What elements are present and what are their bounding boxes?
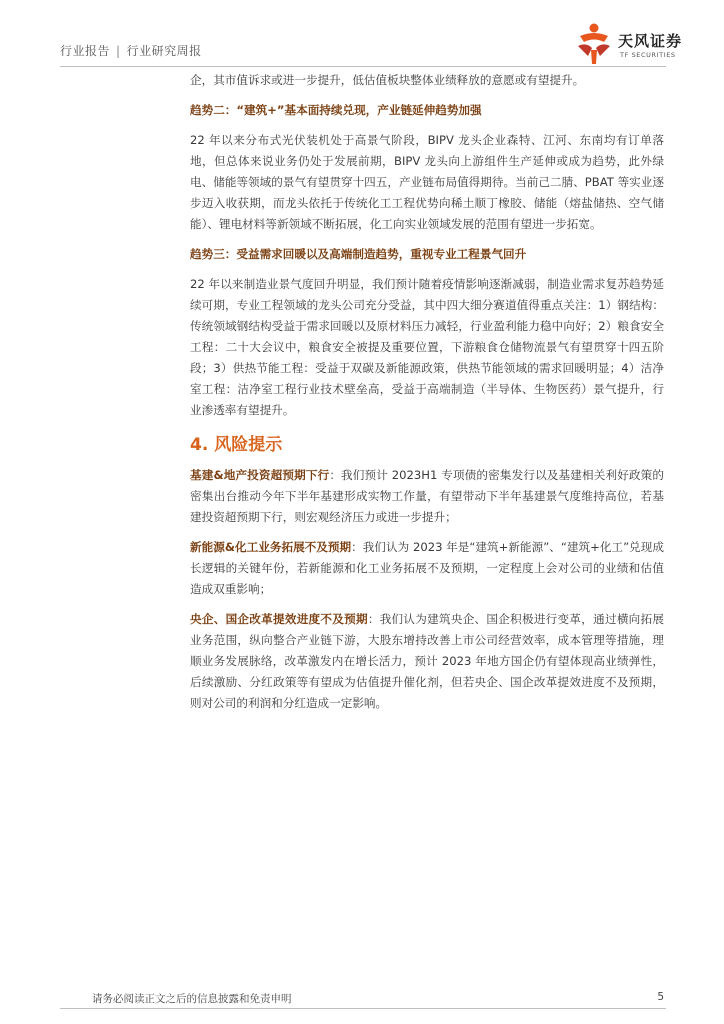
breadcrumb-report-type: 行业报告: [60, 44, 111, 58]
risk-1-text: ：我们预计 2023H1 专项债的密集发行以及基建相关利好政策的密集出台推动今年下半年基建形成实物工作量，有望带动下半年基建景气度维持高位，若基建投资超预期下行，则宏观经济压力或进一步提升；: [190, 468, 664, 524]
risk-3-text: ：我们认为建筑央企、国企积极进行变革，通过横向拓展业务范围，纵向整合产业链下游，大股东增持改善上市公司经营效率，成本管理等措施，理顺业务发展脉络，改革激发内在增长活力，预计 2023 年地方国企仍有望体现高业绩弹性，后续激励、分红政策等有望成为估值提升催化剂，但若央企、国企改革提效进度不及预期，则对公司的利润和分红造成一定影响。: [190, 612, 664, 710]
risk-2-text: ：我们认为 2023 年是“建筑+新能源”、“建筑+化工”兑现成长逻辑的关键年份，若新能源和化工业务拓展不及预期，一定程度上会对公司的业绩和估值造成双重影响；: [190, 540, 664, 596]
breadcrumb-report-subtype: 行业研究周报: [126, 44, 202, 58]
company-logo: [574, 18, 694, 70]
risk-3-label: 央企、国企改革提效进度不及预期: [190, 612, 368, 626]
trend-3-heading: 趋势三：受益需求回暖以及高端制造趋势，重视专业工程景气回升: [190, 247, 527, 261]
breadcrumb-separator: |: [116, 44, 121, 58]
risk-item-1: [190, 465, 664, 528]
header-divider: [60, 66, 666, 67]
intro-paragraph: 企，其市值诉求或进一步提升，低估值板块整体业绩释放的意愿或有望提升。: [190, 73, 585, 87]
main-content: [190, 70, 664, 723]
risk-item-3: [190, 609, 664, 714]
risk-2-label: 新能源&化工业务拓展不及预期: [190, 540, 352, 554]
page-header: [60, 18, 694, 70]
trend-2-heading: 趋势二：“建筑+”基本面持续兑现，产业链延伸趋势加强: [190, 103, 482, 117]
logo-mark-icon: [574, 22, 614, 66]
page-number: 5: [657, 991, 664, 1003]
logo-text-cn: 天风证券: [618, 32, 683, 50]
footer-disclaimer: 请务必阅读正文之后的信息披露和免责申明: [92, 993, 292, 1005]
risk-1-label: 基建&地产投资超预期下行: [190, 468, 330, 482]
trend-3-paragraph: 22 年以来制造业景气度回升明显，我们预计随着疫情影响逐渐减弱，制造业需求复苏趋势延续可期，专业工程领域的龙头公司充分受益，其中四大细分赛道值得重点关注：1）钢结构：传统领域钢结构受益于需求回暖以及原材料压力减轻，行业盈利能力稳中向好；2）粮食安全工程：二十大会议中，粮食安全被提及重要位置，下游粮食仓储物流景气有望贯穿十四五阶段；3）供热节能工程：受益于双碳及新能源政策，供热节能领域的需求回暖明显；4）洁净室工程：洁净室工程行业技术壁垒高，受益于高端制造（半导体、生物医药）景气提升，行业渗透率有望提升。: [190, 277, 664, 417]
breadcrumb: [60, 42, 202, 59]
trend-2-paragraph: 22 年以来分布式光伏装机处于高景气阶段，BIPV 龙头企业森特、江河、东南均有订单落地，但总体来说业务仍处于发展前期，BIPV 龙头向上游组件生产延伸或成为趋势，此外绿电、储能等领域的景气有望贯穿十四五，产业链布局值得期待。当前己二腈、PBAT 等实业逐步迈入收获期，而龙头依托于传统化工工程优势向稀土顺丁橡胶、储能（熔盐储热、空气储能）、锂电材料等新领域不断拓展，化工向实业领域发展的范围有望进一步拓宽。: [190, 133, 664, 231]
risk-item-2: [190, 537, 664, 600]
footer-divider: [60, 1008, 666, 1009]
logo-text-en: TF SECURITIES: [620, 51, 676, 59]
section-title-risk: 4. 风险提示: [190, 435, 283, 455]
